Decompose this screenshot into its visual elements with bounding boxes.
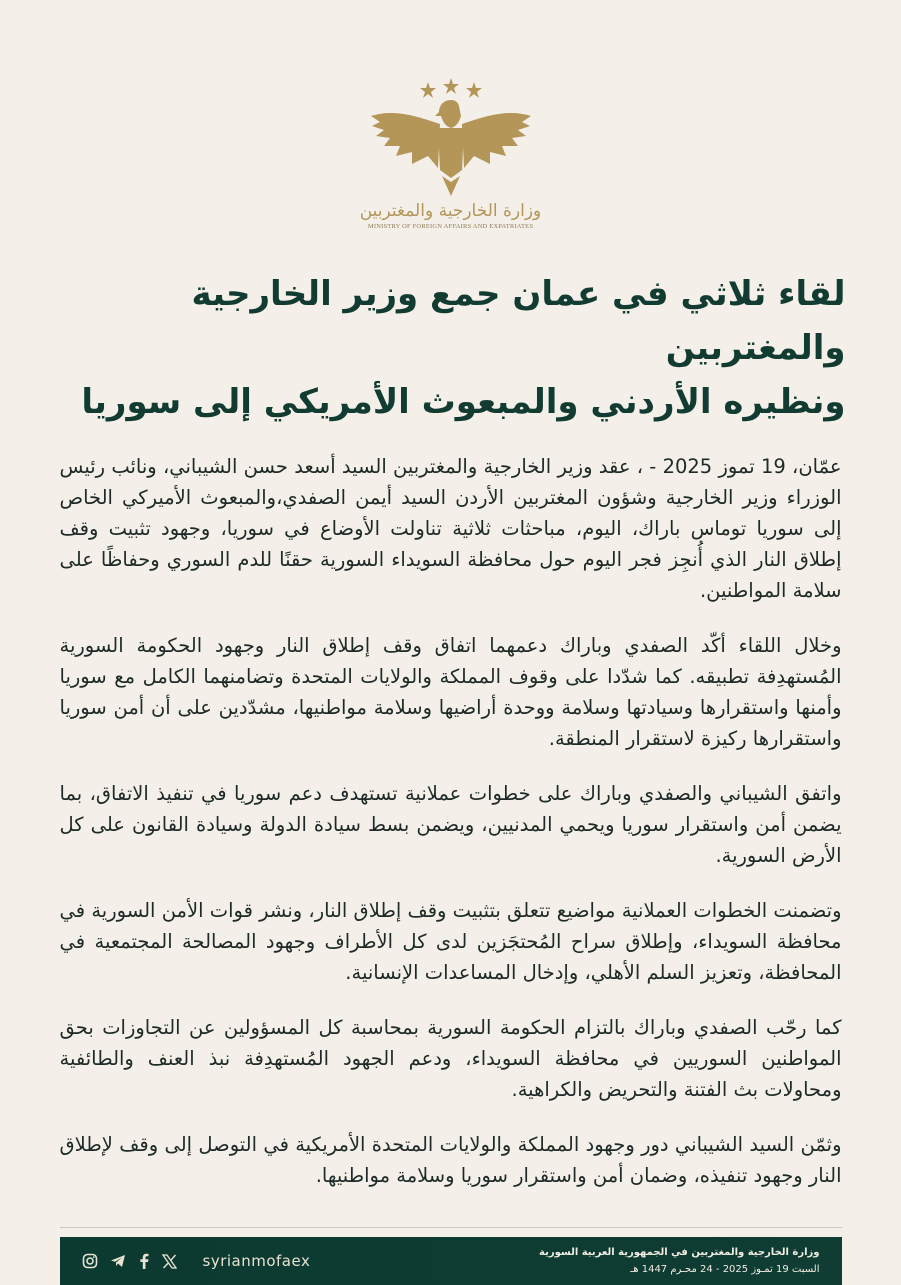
paragraph: واتفق الشيباني والصفدي وباراك على خطوات عملانية تستهدف دعم سوريا في تنفيذ الاتفاق، بما يضمن أمن واستقرار سوريا ويحمي المدنيين، ويضمن بسط سيادة الدولة وسيادة القانون على كل الأرض السورية. <box>59 782 842 867</box>
facebook-icon[interactable] <box>138 1253 150 1269</box>
social-links <box>82 1252 311 1270</box>
title-line-1: لقاء ثلاثي في عمان جمع وزير الخارجية والمغتربين <box>191 274 846 368</box>
title-line-2: ونظيره الأردني والمبعوث الأمريكي إلى سوريا <box>81 382 846 422</box>
logo-arabic-name: وزارة الخارجية والمغتربين <box>359 201 542 221</box>
logo-english-name: MINISTRY OF FOREIGN AFFAIRS AND EXPATRIATES <box>367 223 534 230</box>
eagle-with-three-stars-icon <box>366 78 536 198</box>
ministry-logo <box>351 78 551 231</box>
instagram-icon[interactable] <box>82 1253 98 1269</box>
telegram-icon[interactable] <box>110 1253 126 1269</box>
footer-info <box>539 1244 819 1278</box>
social-handle[interactable]: syrianmofaex <box>202 1252 311 1270</box>
paragraph: وخلال اللقاء أكّد الصفدي وباراك دعمهما اتفاق وقف إطلاق النار وجهود الحكومة السورية المُستهدِفة تطبيقه. كما شدّدا على وقوف المملكة والولايات المتحدة وتضامنهما الكامل مع سوريا وأمنها واستقرارها وسيادتها وسلامة ووحدة أراضيها وسلامة مواطنيها، مشدّدين على أن أمن سوريا واستقرارها ركيزة لاستقرار المنطقة. <box>59 634 842 750</box>
footer-bar <box>60 1237 842 1285</box>
article-body <box>60 451 842 1215</box>
footer-divider <box>60 1227 842 1228</box>
paragraph: وثمّن السيد الشيباني دور وجهود المملكة والولايات المتحدة الأمريكية في التوصل إلى وقف لإطلاق النار وجهود تنفيذه، وضمان أمن واستقرار سوريا وسلامة مواطنيها. <box>59 1133 842 1187</box>
x-icon[interactable] <box>162 1254 177 1269</box>
paragraph: عمّان، 19 تموز 2025 - ، عقد وزير الخارجية والمغتربين السيد أسعد حسن الشيباني، ونائب رئيس الوزراء وزير الخارجية وشؤون المغتربين الأردن السيد أيمن الصفدي،والمبعوث الأميركي الخاص إلى سوريا توماس باراك، اليوم، مباحثات ثلاثية تناولت الأوضاع في سوريا، وجهود تثبيت وقف إطلاق النار الذي أُنجِز فجر اليوم حول محافظة السويداء السورية حقنًا للدم السوري وحفاظًا على سلامة المواطنين. <box>59 455 842 602</box>
paragraph: وتضمنت الخطوات العملانية مواضيع تتعلق بتثبيت وقف إطلاق النار، ونشر قوات الأمن السورية في محافظة السويداء، وإطلاق سراح المُحتجَزين لدى كل الأطراف وجهود المصالحة المجتمعية في المحافظة، وتعزيز السلم الأهلي، وإدخال المساعدات الإنسانية. <box>59 899 842 984</box>
footer-date: السبت 19 تمـوز 2025 - 24 محـرم 1447 هـ <box>630 1264 820 1275</box>
page-title <box>56 267 846 429</box>
paragraph: كما رحّب الصفدي وباراك بالتزام الحكومة السورية بمحاسبة كل المسؤولين عن التجاوزات بحق المواطنين السوريين في محافظة السويداء، ودعم الجهود المُستهدِفة نبذ العنف والطائفية ومحاولات بث الفتنة والتحريض والكراهية. <box>59 1016 842 1101</box>
footer-org-name: وزارة الخارجية والمغتربين في الجمهورية العربية السورية <box>539 1247 820 1258</box>
